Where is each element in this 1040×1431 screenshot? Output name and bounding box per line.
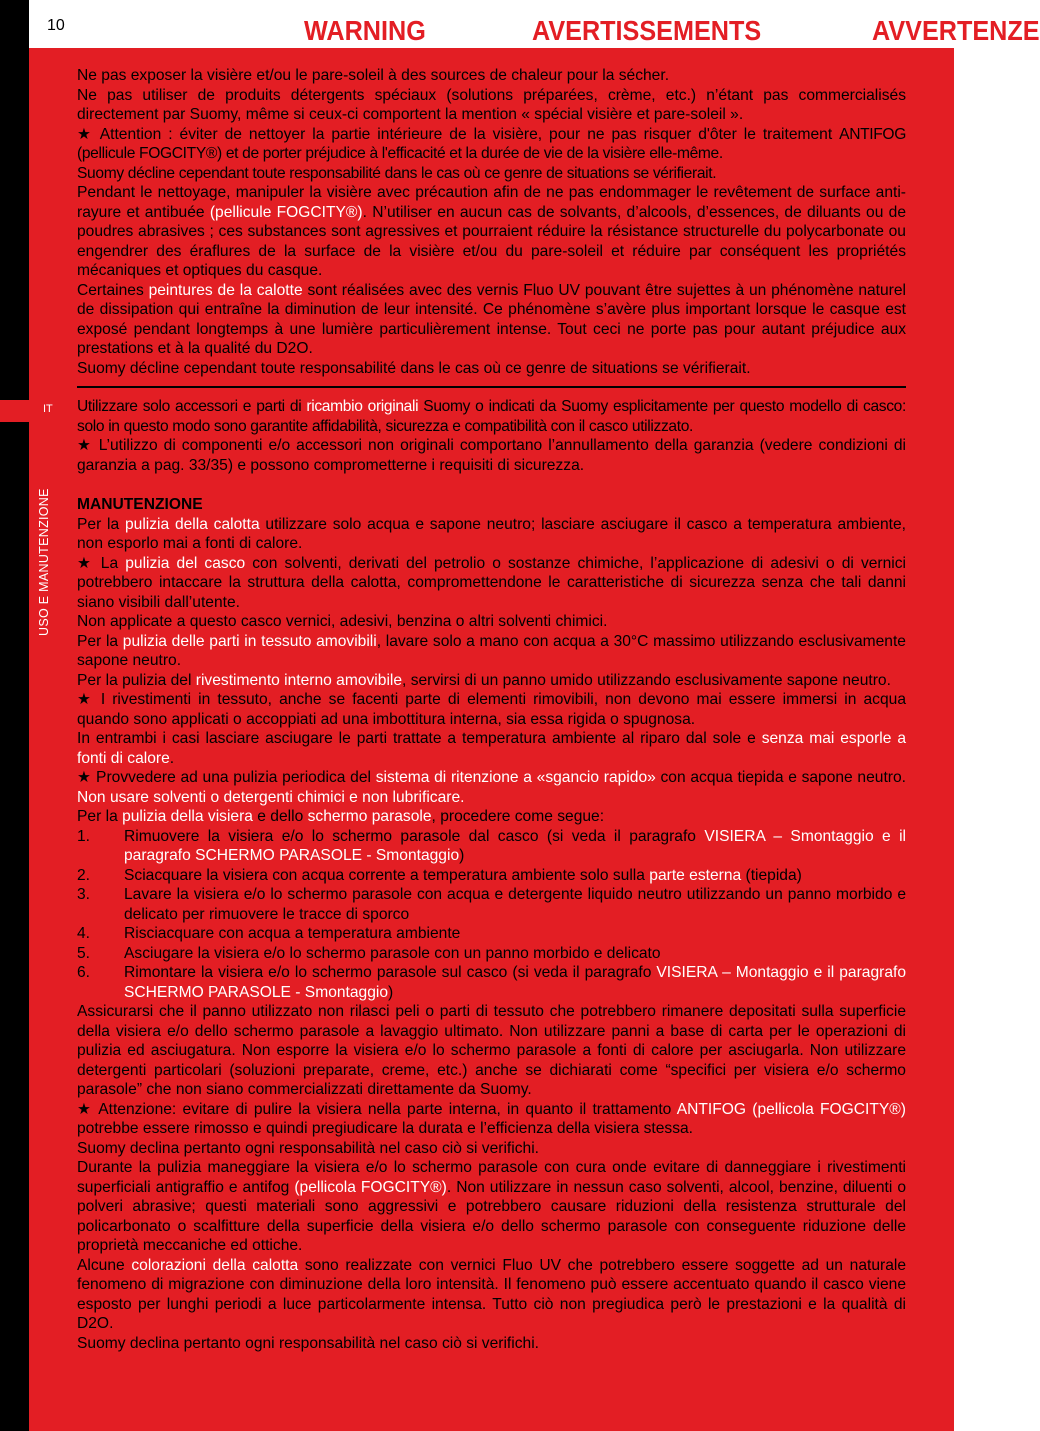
- it-paragraph: Per la pulizia della calotta utilizzare solo acqua e sapone neutro; lasciare asciugare il casco a temperatura ambiente, non esporlo mai a fonti di calore.: [77, 515, 906, 552]
- section-divider: [77, 386, 906, 388]
- document-body: [77, 66, 906, 1353]
- list-item: 6. Rimontare la visiera e/o lo schermo parasole sul casco (si veda il paragrafo VISIERA – Montaggio e il paragrafo SCHERMO PARASOLE - Smontaggio): [77, 964, 906, 1001]
- page-number: 10: [47, 17, 65, 34]
- it-warning-paragraph: ★ I rivestimenti in tessuto, anche se facenti parte di elementi rimovibili, non devono mai essere immersi in acqua quando sono applicati o accoppiati ad una imbottitura interna, sia essa rigida o spugnosa.: [77, 691, 906, 728]
- fr-paragraph: Ne pas exposer la visière et/ou le pare-soleil à des sources de chaleur pour la sécher.: [77, 67, 670, 84]
- section-heading-manutenzione: MANUTENZIONE: [77, 496, 203, 513]
- sidebar-black-strip: [0, 0, 29, 1431]
- it-paragraph: Per la pulizia delle parti in tessuto amovibili, lavare solo a mano con acqua a 30°C massimo utilizzando esclusivamente sapone neutro.: [77, 632, 906, 669]
- it-paragraph: Durante la pulizia maneggiare la visiera e/o lo schermo parasole con cura onde evitare di danneggiare i rivestimenti superficiali antigraffio e antifog (pellicola FOGCITY®). Non utilizzare in nessun caso solventi, alcool, benzine, diluenti o polveri abrasive; questi materiali sono aggressivi e potrebbero causare riduzioni della resistenza strutturale del policarbonato o scalfitture della superficie della visiera e/o dello schermo parasole con conseguente riduzione delle proprietà meccaniche ed ottiche.: [77, 1159, 906, 1254]
- it-paragraph: Non applicate a questo casco vernici, adesivi, benzina o altri solventi chimici.: [77, 613, 608, 630]
- it-paragraph: Per la pulizia del rivestimento interno amovibile, servirsi di un panno umido utilizzando esclusivamente sapone neutro.: [77, 671, 891, 689]
- it-paragraph: Per la pulizia della visiera e dello schermo parasole, procedere come segue:: [77, 808, 605, 825]
- header-avertissements: AVERTISSEMENTS: [532, 15, 762, 46]
- it-paragraph: In entrambi i casi lasciare asciugare le parti trattate a temperatura ambiente al riparo dal sole e senza mai esporle a fonti di calore.: [77, 730, 906, 767]
- fr-paragraph: Pendant le nettoyage, manipuler la visière avec précaution afin de ne pas endommager le revêtement de surface anti-rayure et antibuée (pellicule FOGCITY®). N’utiliser en aucun cas de solvants, d’alcools, d’essences, de diluants ou de poudres abrasives ; ces substances sont agressives et pourraient réduire la résistance structurelle du polycarbonate ou engendrer des éraflures de la surface de la visière et/ou du pare-soleil et réduire par conséquent les propriétés mécaniques et optiques du casque.: [77, 184, 906, 279]
- list-item: 2. Sciacquare la visiera con acqua corrente a temperatura ambiente solo sulla parte esterna (tiepida): [77, 866, 802, 884]
- header-avvertenze: AVVERTENZE: [872, 15, 1040, 46]
- it-warning-paragraph: ★ Provvedere ad una pulizia periodica del sistema di ritenzione a «sgancio rapido» con acqua tiepida e sapone neutro. Non usare solventi o detergenti chimici e non lubrificare.: [77, 769, 906, 806]
- list-item: 1. Rimuovere la visiera e/o lo schermo parasole dal casco (si veda il paragrafo VISIERA – Smontaggio e il paragrafo SCHERMO PARASOLE - Smontaggio): [77, 827, 906, 864]
- it-paragraph: Suomy declina pertanto ogni responsabilità nel caso ciò si verifichi.: [77, 1334, 539, 1352]
- fr-paragraph: Suomy décline cependant toute responsabilité dans le cas où ce genre de situations se vérifierait.: [77, 359, 751, 377]
- sidebar-section-label: USO E MANUTENZIONE: [37, 488, 51, 636]
- list-item: 4. Risciacquare con acqua a temperatura ambiente: [77, 925, 461, 942]
- it-paragraph: Alcune colorazioni della calotta sono realizzate con vernici Fluo UV che potrebbero essere soggette ad un naturale fenomeno di migrazione con diminuzione della loro intensità. Il fenomeno può essere accentuato quando il casco viene esposto per lunghi periodi a luce particolarmente intensa. Tutto ciò non pregiudica però le prestazioni e la qualità di D2O.: [77, 1256, 907, 1332]
- it-paragraph: Utilizzare solo accessori e parti di ricambio originali Suomy o indicati da Suomy esplicitamente per questo modello di casco: solo in questo modo sono garantite affidabilità, sicurezza e compatibilità con il casco utilizzato.: [77, 398, 906, 435]
- list-item: 5. Asciugare la visiera e/o lo schermo parasole con un panno morbido e delicato: [77, 944, 661, 962]
- fr-warning-paragraph: ★ Attention : éviter de nettoyer la partie intérieure de la visière, pour ne pas risquer d'ôter le traitement ANTIFOG (pellicule FOGCITY®) et de porter préjudice à l'efficacité et la durée de vie de la visière elle-même. Suomy décline cependant toute responsabilité dans le cas où ce genre de situations se vérifierait.: [77, 125, 906, 182]
- fr-paragraph: Certaines peintures de la calotte sont réalisées avec des vernis Fluo UV pouvant être sujettes à un phénomène naturel de dissipation qui entraîne la diminution de leur intensité. Ce phénomène s’avère plus important lorsque le casque est exposé pendant longtemps à une lumière particulièrement intense. Tout ceci ne porte pas pour autant préjudice aux prestations et à la qualité du D2O.: [77, 281, 906, 357]
- list-item: 3. Lavare la visiera e/o lo schermo parasole con acqua e detergente liquido neutro utilizzando un panno morbido e delicato per rimuovere le tracce di sporco: [77, 886, 906, 923]
- it-paragraph: Suomy declina pertanto ogni responsabilità nel caso ciò si verifichi.: [77, 1139, 539, 1157]
- header-warning: WARNING: [304, 15, 426, 46]
- it-warning-paragraph: ★ L’utilizzo di componenti e/o accessori non originali comportano l’annullamento della garanzia (vedere condizioni di garanzia a pag. 33/35) e possono comprometterne i requisiti di sicurezza.: [77, 437, 906, 474]
- page-header: [0, 12, 1040, 48]
- sidebar-language-code: IT: [43, 403, 53, 415]
- it-paragraph: Assicurarsi che il panno utilizzato non rilasci peli o parti di tessuto che potrebbero rimanere depositati sulla superficie della visiera e/o dello schermo parasole a lavaggio ultimato. Non utilizzare panni a base di carta per le operazioni di pulizia ed asciugatura. Non esporre la visiera e/o lo schermo parasole a fonti di calore per asciugarla. Non utilizzare detergenti particolari (soluzioni preparate, creme, etc.) anche se dichiarati come “specifici per visiera e/o schermo parasole” che non siano commercializzati direttamente da Suomy.: [77, 1003, 906, 1098]
- it-warning-paragraph: ★ La pulizia del casco con solventi, derivati del petrolio o sostanze chimiche, l’applicazione di adesivi o di vernici potrebbero intaccare la struttura della calotta, compromettendone le caratteristiche di sicurezza senza che tali danni siano visibili dall’utente.: [77, 554, 907, 611]
- sidebar-language-tab: [0, 400, 29, 422]
- it-warning-paragraph: ★ Attenzione: evitare di pulire la visiera nella parte interna, in quanto il trattamento ANTIFOG (pellicola FOGCITY®) potrebbe essere rimosso e quindi pregiudicare la durata e l’efficienza della visiera stessa.: [77, 1100, 906, 1137]
- fr-paragraph: Ne pas utiliser de produits détergents spéciaux (solutions préparées, crème, etc.) n’étant pas commercialisés directement par Suomy, même si ceux-ci comportent la mention « spécial visière et pare-soleil ».: [77, 86, 906, 123]
